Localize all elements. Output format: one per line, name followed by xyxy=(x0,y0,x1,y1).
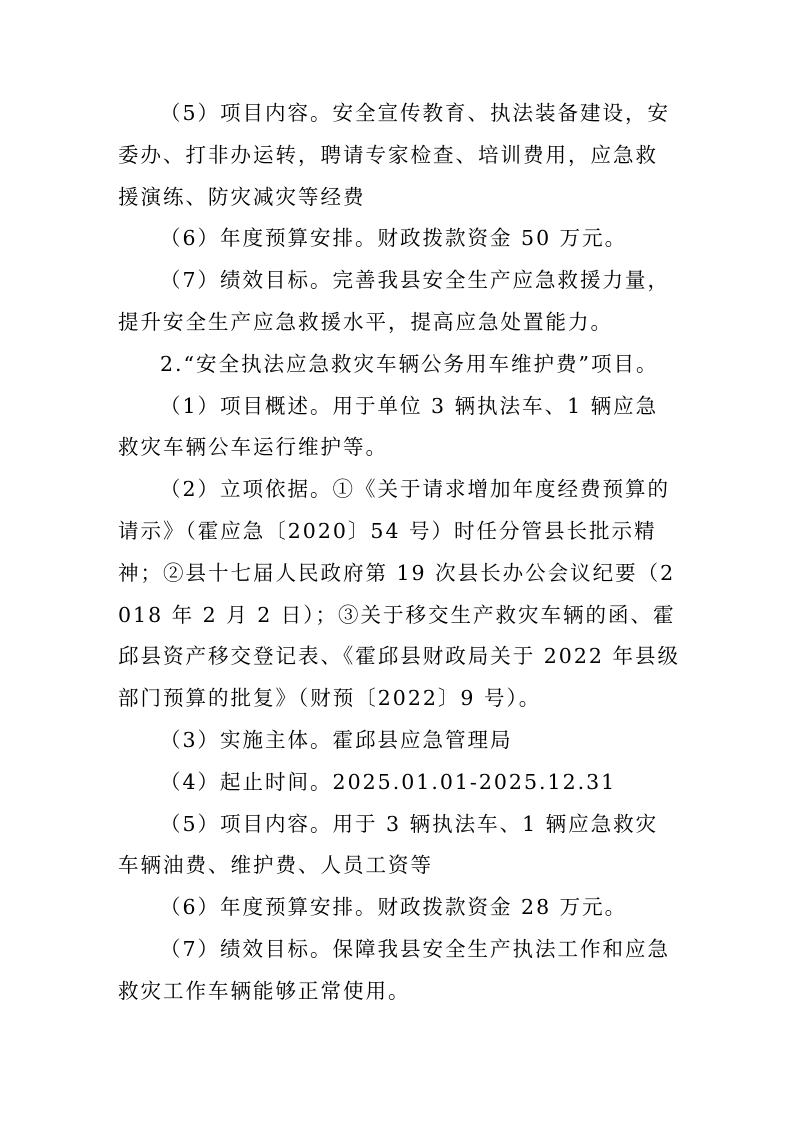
paragraph-project-content-2: （5）项目内容。用于 3 辆执法车、1 辆应急救灾车辆油费、维护费、人员工资等 xyxy=(118,811,659,878)
paragraph-project-heading-2: 2.“安全执法应急救灾车辆公务用车维护费”项目。 xyxy=(160,351,659,376)
paragraph-annual-budget-1: （6）年度预算安排。财政拨款资金 50 万元。 xyxy=(160,226,628,251)
paragraph-performance-goal-2: （7）绩效目标。保障我县安全生产执法工作和应急救灾工作车辆能够正常使用。 xyxy=(118,936,671,1003)
paragraph-project-overview-2: （1）项目概述。用于单位 3 辆执法车、1 辆应急救灾车辆公车运行维护等。 xyxy=(118,393,659,460)
document-body xyxy=(118,93,680,1013)
paragraph-implementer-2: （3）实施主体。霍邱县应急管理局 xyxy=(160,727,513,752)
paragraph-project-content-1: （5）项目内容。安全宣传教育、执法装备建设，安委办、打非办运转，聘请专家检查、培训费用，应急救援演练、防灾减灾等经费 xyxy=(118,101,671,209)
paragraph-project-basis-2: （2）立项依据。①《关于请求增加年度经费预算的请示》（霍应急〔2020〕54 号）时任分管县长批示精神；②县十七届人民政府第 19 次县长办公会议纪要（2018 年 2 月 2 日）；③关于移交生产救灾车辆的函、霍邱县资产移交登记表、《霍邱县财政局关于 2022 年县级部门预算的批复》（财预〔2022〕9 号）。 xyxy=(118,477,680,711)
paragraph-annual-budget-2: （6）年度预算安排。财政拨款资金 28 万元。 xyxy=(160,895,628,920)
paragraph-performance-goal-1: （7）绩效目标。完善我县安全生产应急救援力量，提升安全生产应急救援水平，提高应急处置能力。 xyxy=(118,268,671,334)
paragraph-time-period-2: （4）起止时间。2025.01.01-2025.12.31 xyxy=(160,769,617,794)
